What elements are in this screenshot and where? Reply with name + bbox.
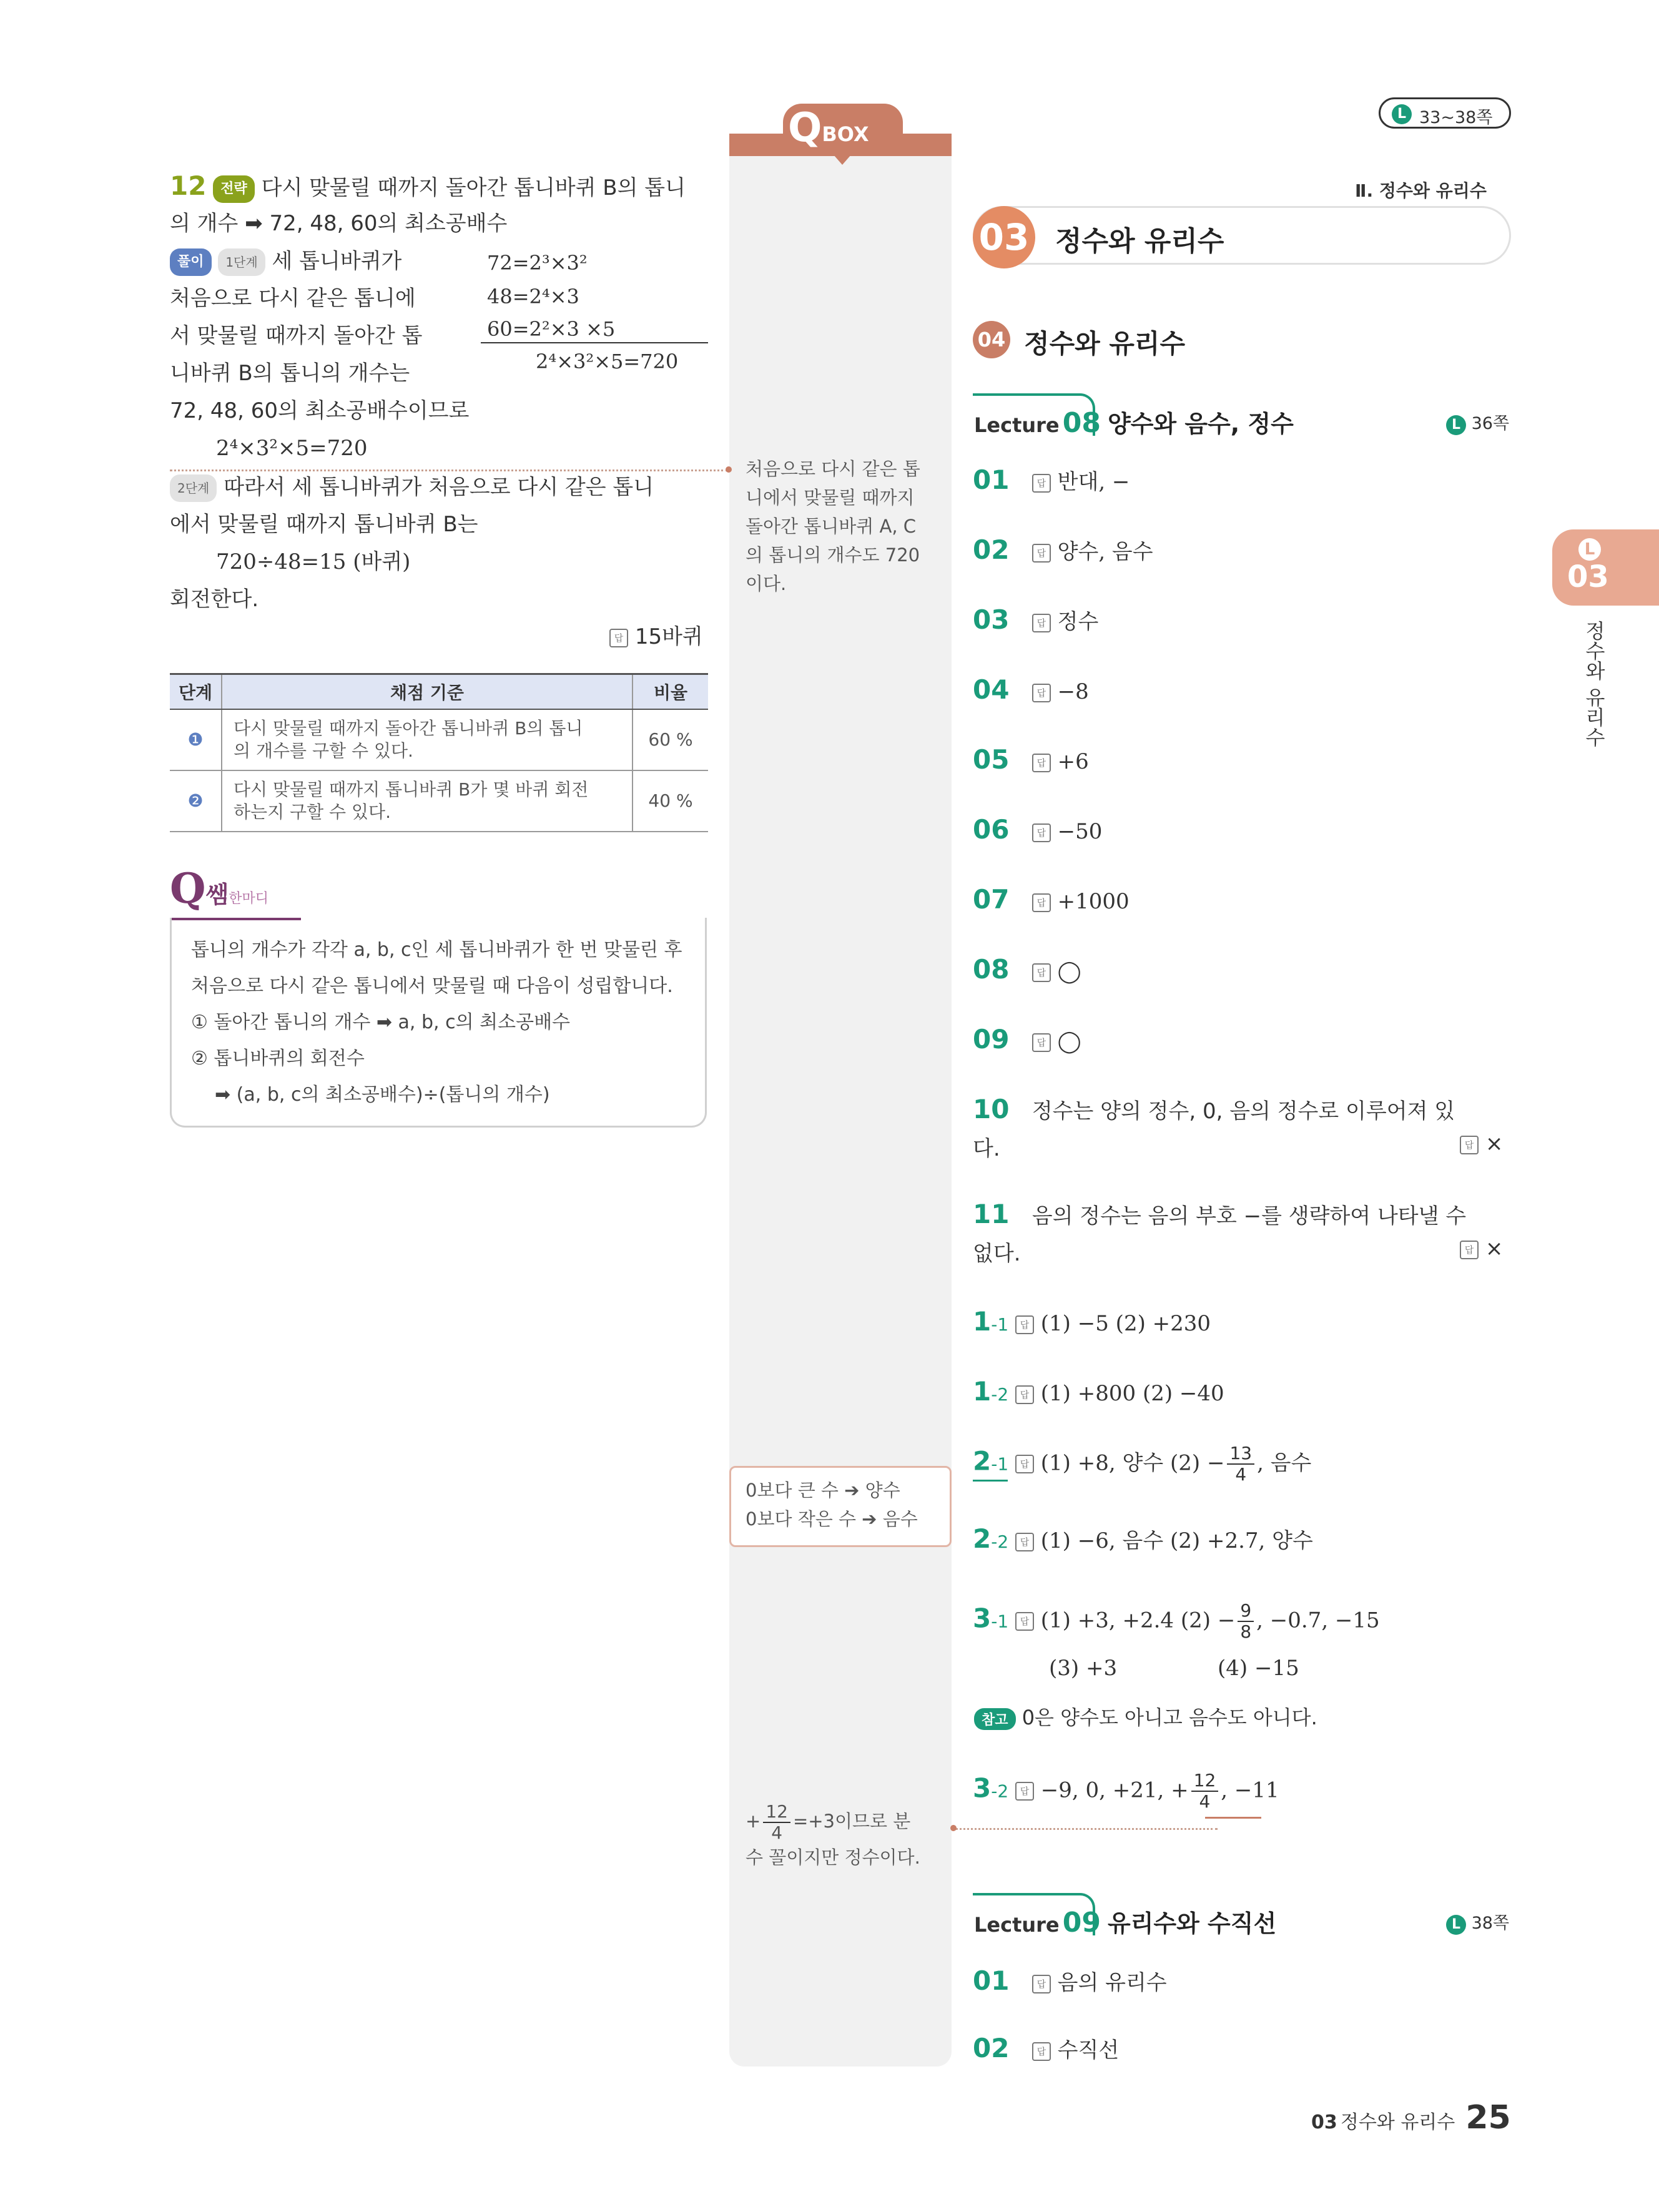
answer-row [973,674,1089,705]
page-footer [1311,2099,1511,2136]
answer-text: (1) +3, +2.4 (2) − [1040,1608,1236,1633]
underline-marker [1205,1817,1261,1819]
factor-eq: 60=2²×3 ×5 [487,317,616,341]
answer-row [973,1965,1167,1996]
factor-eq-result: 2⁴×3²×5=720 [536,350,679,373]
fraction-denominator: 4 [1199,1791,1211,1812]
lecture-number: 08 [1062,407,1101,439]
answer-11-mark [1460,1236,1503,1261]
qbox-q: Q [788,105,822,151]
note-fraction [763,1802,790,1843]
answer-mark-icon: 답 [1032,614,1051,632]
answer-text: (1) −5 (2) +230 [1040,1311,1211,1336]
problem-subnumber: -1 [991,1453,1009,1475]
criteria-text: 의 개수를 구할 수 있다. [234,740,413,761]
problem-number: 3 [973,1603,992,1634]
qbox-note-3 [746,1802,920,1872]
answer-number: 07 [973,884,1010,915]
answer-mark-icon: 답 [1015,1612,1034,1631]
footer-section: 03 [1311,2111,1337,2133]
step2-text: 따라서 세 톱니바퀴가 처음으로 다시 같은 톱니 [224,474,654,500]
lecture-icon: L [1446,1915,1466,1935]
note-line: 의 톱니의 개수도 720 [746,544,920,566]
connector-dot [950,1825,957,1831]
answer-mark-icon: 답 [1015,1782,1034,1801]
answer-text: 음의 정수는 음의 부호 −를 생략하여 나타낼 수 [1031,1204,1467,1229]
answer-mark-icon: 답 [1032,823,1051,842]
answer-mark-icon: 답 [1032,1975,1051,1993]
lecture-number: 09 [1062,1907,1101,1939]
note-badge: 참고 [974,1708,1016,1730]
answer-number: 06 [973,814,1010,845]
answer-number: 02 [973,2033,1010,2063]
dotted-connector [170,469,728,471]
note-line: 니에서 맞물릴 때까지 [746,487,915,508]
section-title-box [973,206,1511,265]
step2-badge: 2단계 [170,474,217,502]
note-line: 0보다 작은 수 ➔ 음수 [746,1508,918,1530]
answer-text: , 음수 [1257,1450,1312,1476]
tip-title-text: 쌤 [205,881,229,908]
qbox-pointer [834,155,851,165]
criteria-cell [222,709,633,770]
answer-text: 정수는 양의 정수, 0, 음의 정수로 이루어져 있 [1031,1099,1455,1124]
lecture-08-page [1446,410,1509,435]
solution-step2-line1 [170,474,654,502]
table-header: 단계 [170,674,222,710]
answer-mark-icon: 답 [1032,684,1051,702]
answer-text: , −11 [1221,1777,1279,1803]
lecture-icon: L [1392,104,1412,124]
answer-mark-icon: 답 [1032,754,1051,772]
answer-row-11 [973,1199,1466,1229]
answer-row [973,1306,1211,1337]
lecture-08-heading [974,407,1101,439]
answer-text: (3) +3 [1049,1656,1118,1681]
answer-row [973,744,1089,775]
answer-mark-icon: 답 [1032,544,1051,563]
step2-text: 에서 맞물릴 때까지 톱니바퀴 B는 [170,512,478,537]
answer-10-mark [1460,1131,1503,1156]
qbox-strip [729,144,952,2067]
answer-text: (1) +800 (2) −40 [1040,1381,1224,1406]
page-reference [1379,97,1511,129]
tip-title-small: 한마디 [229,891,268,907]
answer-text: (4) −15 [1218,1656,1299,1681]
answer-mark-icon: 답 [1015,1315,1034,1334]
problem-number: 3 [973,1772,992,1804]
factor-eq: 48=2⁴×3 [487,285,579,308]
answer-text: −8 [1057,679,1089,704]
answer-mark-icon: 답 [1032,1033,1051,1052]
answer-text: −50 [1057,819,1103,844]
answer-fraction [1191,1771,1219,1812]
lecture-09-title: 유리수와 수직선 [1108,1910,1277,1937]
fraction-numerator: 9 [1238,1601,1254,1622]
answer-row-11-line2: 없다. [973,1241,1021,1266]
tip-text: 처음으로 다시 같은 톱니에서 맞물릴 때 다음이 성립합니다. [191,975,673,997]
answer-row-10-line2: 다. [973,1136,1000,1161]
answer-text: (1) −6, 음수 (2) +2.7, 양수 [1040,1528,1313,1553]
note-sign: + [746,1811,761,1832]
lecture-page: 36쪽 [1471,414,1510,433]
note-line: 돌아간 톱니바퀴 A, C [746,516,917,537]
answer-mark-icon: 답 [1032,474,1051,493]
answer-mark-icon: 답 [1032,2042,1051,2061]
problem-number: 1 [973,1306,992,1337]
strategy-badge: 전략 [213,175,255,203]
solution-step1-line1 [170,248,401,276]
step1-text: 니바퀴 B의 톱니의 개수는 [170,361,410,386]
step2-calc: 720÷48=15 (바퀴) [216,549,411,574]
tip-text: ① 돌아간 톱니의 개수 ➡ a, b, c의 최소공배수 [191,1011,571,1033]
ratio-cell: 40 % [633,770,708,832]
answer-row-10 [973,1094,1455,1124]
note-line: =+3이므로 분 [792,1811,911,1832]
answer-row [973,1376,1224,1407]
answer-text: (1) +8, 양수 (2) − [1040,1450,1225,1476]
answer-number: 01 [973,465,1010,495]
solution-badge: 풀이 [170,248,212,276]
answer-mark-icon: 답 [609,629,628,647]
note-line: 0보다 큰 수 ➔ 양수 [746,1480,900,1501]
dotted-connector [955,1828,1218,1830]
lecture-label: Lecture [974,413,1060,437]
answer-text: −9, 0, +21, + [1040,1777,1189,1803]
page-number: 25 [1465,2099,1511,2136]
answer-row [973,1771,1279,1812]
problem-number: 2 [973,1523,992,1554]
answer-text: 반대, − [1057,469,1130,494]
table-row [170,770,708,832]
answer-mark-icon: 답 [1015,1385,1034,1404]
answer-number: 01 [973,1965,1010,1996]
criteria-text: 다시 맞물릴 때까지 톱니바퀴 B가 몇 바퀴 회전 [234,779,589,800]
eq-divider [481,342,708,343]
tip-text: 톱니의 개수가 각각 a, b, c인 세 톱니바퀴가 한 번 맞물린 후 [191,939,682,961]
factor-eq: 72=2³×3² [487,251,588,275]
answer-value: × [1485,1131,1504,1156]
scoring-table [170,673,708,832]
fraction-numerator: 13 [1227,1443,1254,1465]
lecture-icon: L [1446,415,1466,435]
connector-dot [726,466,732,473]
step1-badge: 1단계 [218,248,265,276]
problem-subnumber: -2 [991,1781,1009,1802]
footer-title: 정수와 유리수 [1340,2111,1455,2133]
answer-number: 02 [973,534,1010,565]
answer-row [973,1443,1311,1485]
qbox-box-label: BOX [822,122,869,146]
final-answer [609,624,703,649]
answer-number: 04 [973,674,1010,705]
side-tab-L-icon: L [1578,538,1601,561]
answer-value: 15바퀴 [634,624,703,649]
problem-subnumber: -2 [991,1384,1009,1405]
qbox-title [788,105,869,151]
answer-number: 05 [973,744,1010,775]
section-number: 03 [973,206,1035,268]
lecture-09-page [1446,1909,1509,1935]
answer-text: 양수, 음수 [1057,539,1153,564]
tip-q: Q [170,864,206,913]
lecture-label: Lecture [974,1913,1060,1937]
answer-text: , −0.7, −15 [1256,1608,1380,1633]
answer-row [973,814,1102,845]
answer-value: × [1485,1236,1504,1261]
step1-text: 서 맞물릴 때까지 돌아간 톱 [170,323,423,348]
problem-subnumber: -1 [991,1611,1009,1632]
answer-text: ◯ [1057,959,1081,984]
problem-text-line2: 의 개수 ➡ 72, 48, 60의 최소공배수 [170,211,508,236]
step1-text: 처음으로 다시 같은 톱니에 [170,286,416,311]
answer-number: 03 [973,604,1010,635]
subsection-number: 04 [973,321,1010,358]
answer-mark-icon: 답 [1460,1136,1479,1154]
answer-text: ◯ [1057,1029,1081,1054]
fraction-denominator: 4 [1235,1464,1247,1485]
answer-number: 10 [973,1094,1010,1124]
answer-text: +1000 [1057,889,1130,914]
answer-fraction [1238,1601,1254,1642]
qbox-note-2 [746,1476,918,1533]
note-line: 수 꼴이지만 정수이다. [746,1847,920,1868]
answer-row [973,465,1130,495]
answer-number: 08 [973,954,1010,985]
step2-text: 회전한다. [170,587,259,612]
answer-row [973,1601,1380,1642]
problem-number: 12 [170,170,207,201]
tip-text: ➡ (a, b, c의 최소공배수)÷(톱니의 개수) [215,1084,550,1106]
section-title: 정수와 유리수 [1055,225,1224,257]
tip-title [170,864,268,913]
tip-text: ② 톱니바퀴의 회전수 [191,1048,365,1069]
answer-text: 정수 [1057,609,1099,634]
answer-row [973,534,1153,565]
answer-mark-icon: 답 [1015,1455,1034,1473]
answer-row [973,1024,1081,1054]
answer-row [973,884,1130,915]
answer-text: 음의 유리수 [1057,1970,1167,1995]
note-row [974,1702,1317,1731]
page-ref-text: 33~38쪽 [1419,108,1493,127]
note-text: 0은 양수도 아니고 음수도 아니다. [1021,1706,1317,1729]
note-line: 이다. [746,573,787,594]
problem-subnumber: -2 [991,1531,1009,1552]
criteria-cell [222,770,633,832]
side-tab-label: 정수와 유리수 [1582,621,1606,747]
problem-number: 1 [973,1376,992,1407]
step1-text: 72, 48, 60의 최소공배수이므로 [170,398,470,423]
lcm-result: 2⁴×3²×5=720 [216,436,368,461]
table-row [170,709,708,770]
problem-number: 2 [973,1445,992,1477]
answer-fraction [1227,1443,1254,1485]
chapter-label: Ⅱ. 정수와 유리수 [1355,180,1487,201]
fraction-denominator: 8 [1240,1621,1252,1642]
criteria-text: 하는지 구할 수 있다. [234,802,391,822]
answer-row [973,1523,1313,1554]
step-marker: ❷ [170,770,222,832]
side-tab-number: 03 [1567,559,1609,594]
answer-row [973,604,1098,635]
lecture-09-heading [974,1907,1101,1939]
qbox-note-1 [746,455,920,598]
answer-text: 수직선 [1057,2038,1120,2063]
criteria-text: 다시 맞물릴 때까지 돌아간 톱니바퀴 B의 톱니 [234,718,583,739]
answer-row [973,954,1081,985]
table-header: 채점 기준 [222,674,633,710]
underline-marker [973,1480,1008,1482]
problem-subnumber: -1 [991,1314,1009,1335]
answer-number: 11 [973,1199,1010,1229]
problem-text: 다시 맞물릴 때까지 돌아간 톱니바퀴 B의 톱니 [261,175,686,200]
table-header: 비율 [633,674,708,710]
fraction-numerator: 12 [763,1802,790,1823]
lecture-page: 38쪽 [1471,1914,1510,1933]
answer-row [973,2033,1119,2063]
fraction-denominator: 4 [771,1822,783,1843]
lecture-08-title: 양수와 음수, 정수 [1108,410,1294,438]
answer-mark-icon: 답 [1015,1533,1034,1551]
subsection-title: 정수와 유리수 [1024,328,1186,359]
step-marker: ❶ [170,709,222,770]
answer-text: +6 [1057,749,1089,774]
ratio-cell: 60 % [633,709,708,770]
answer-mark-icon: 답 [1032,893,1051,912]
answer-mark-icon: 답 [1460,1241,1479,1259]
step1-text: 세 톱니바퀴가 [272,248,402,274]
fraction-numerator: 12 [1191,1771,1219,1792]
answer-number: 09 [973,1024,1010,1054]
note-line: 처음으로 다시 같은 톱 [746,458,920,479]
answer-mark-icon: 답 [1032,963,1051,982]
problem-12-line1 [170,170,686,203]
